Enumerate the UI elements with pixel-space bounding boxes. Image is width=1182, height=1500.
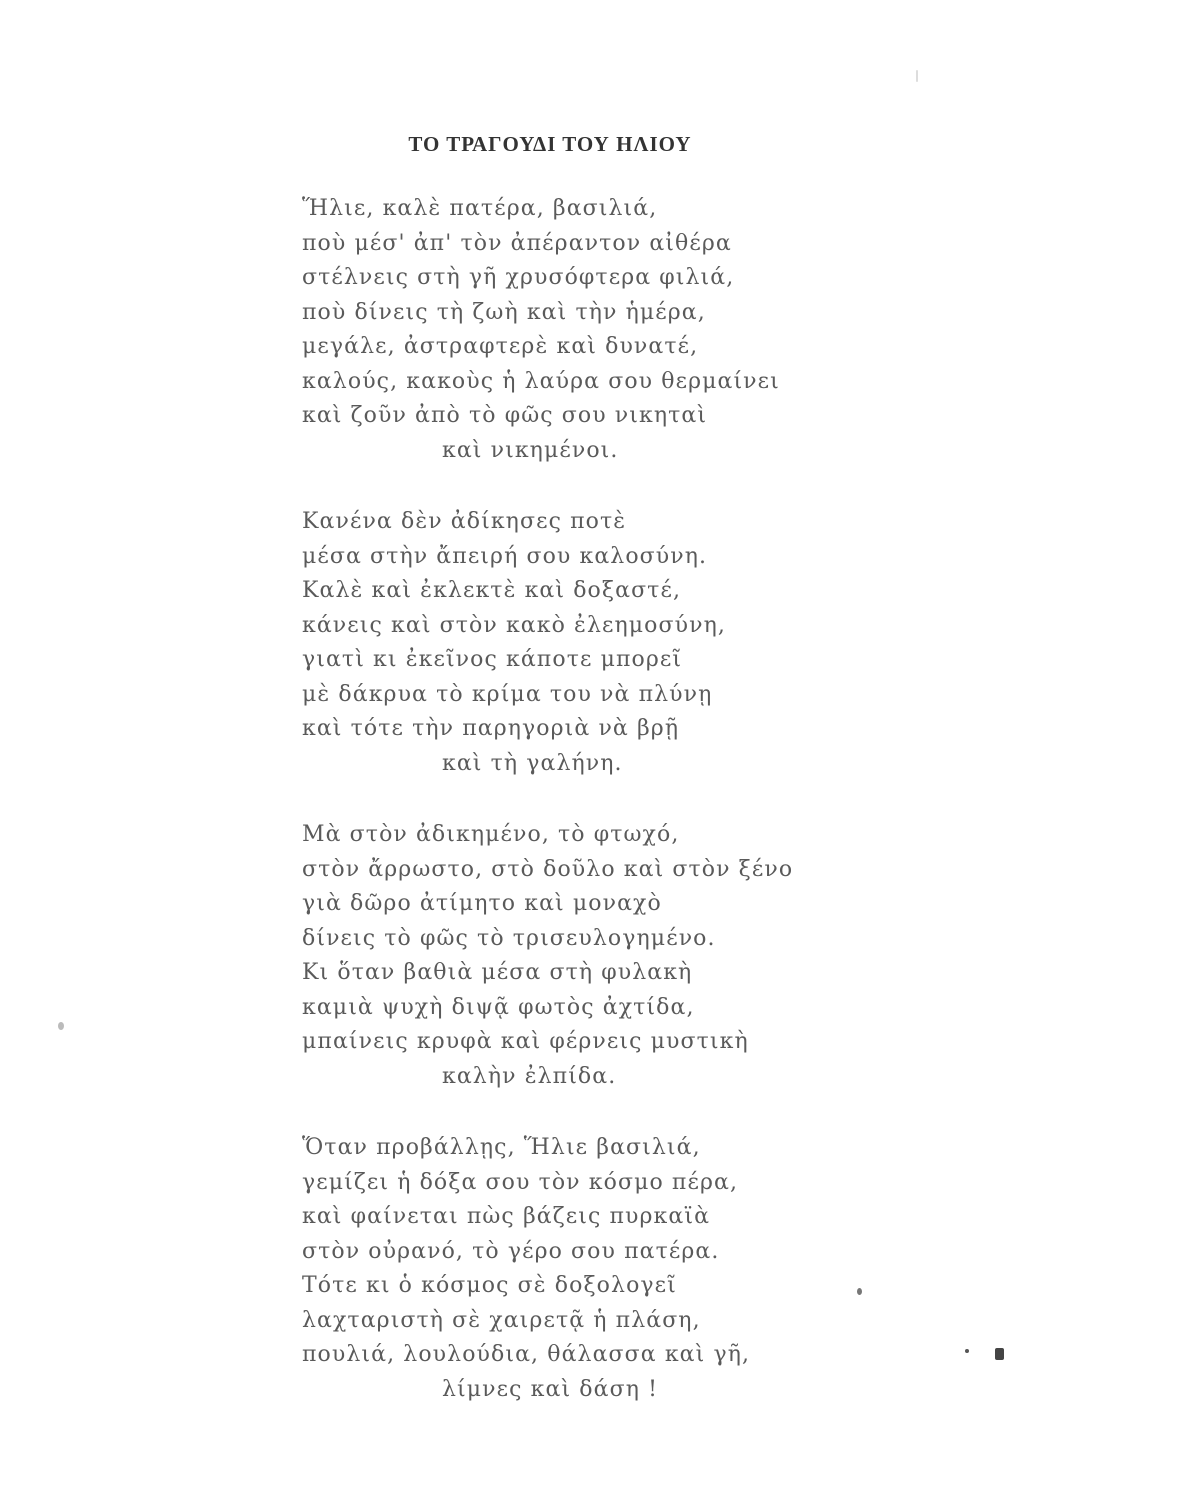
poem-line: καλούς, κακοὺς ἡ λαύρα σου θερμαίνει	[302, 368, 780, 394]
poem-line: Ἥλιε, καλὲ πατέρα, βασιλιά,	[302, 196, 658, 221]
poem-line: μεγάλε, ἀστραφτερὲ καὶ δυνατέ,	[302, 334, 699, 359]
poem-line: λαχταριστὴ σὲ χαιρετᾷ ἡ πλάση,	[302, 1307, 701, 1333]
poem-line: μέσα στὴν ἄπειρή σου καλοσύνη.	[302, 543, 708, 569]
poem-line-refrain: καὶ νικημένοι.	[442, 437, 619, 463]
poem-line: μπαίνεις κρυφὰ καὶ φέρνεις μυστικὴ	[302, 1029, 749, 1054]
poem-line: ποὺ δίνεις τὴ ζωὴ καὶ τὴν ἡμέρα,	[302, 299, 706, 325]
poem-line: στὸν οὐρανό, τὸ γέρο σου πατέρα.	[302, 1238, 720, 1264]
poem-line: Καλὲ καὶ ἐκλεκτὲ καὶ δοξαστέ,	[302, 578, 682, 603]
poem-line: Τότε κι ὁ κόσμος σὲ δοξολογεῖ	[302, 1273, 677, 1298]
poem-line-refrain: καὶ τὴ γαλήνη.	[442, 750, 623, 776]
scan-speck	[58, 1022, 64, 1030]
poem-line: γιατὶ κι ἐκεῖνος κάποτε μπορεῖ	[302, 647, 683, 672]
stanza-3	[302, 818, 862, 1094]
stanza-2	[302, 505, 862, 781]
poem-line: κάνεις καὶ στὸν κακὸ ἐλεημοσύνη,	[302, 612, 726, 638]
poem-line: Κανένα δὲν ἀδίκησες ποτὲ	[302, 509, 627, 534]
poem-line: καὶ φαίνεται πὼς βάζεις πυρκαϊὰ	[302, 1204, 711, 1229]
poem-body	[302, 192, 862, 1444]
poem-line-refrain: λίμνες καὶ δάση !	[442, 1376, 659, 1402]
poem-line: καὶ ζοῦν ἀπὸ τὸ φῶς σου νικηταὶ	[302, 403, 708, 428]
poem-line: πουλιά, λουλούδια, θάλασσα καὶ γῆ,	[302, 1342, 751, 1367]
poem-line: καὶ τότε τὴν παρηγοριὰ νὰ βρῇ	[302, 716, 680, 741]
poem-line: δίνεις τὸ φῶς τὸ τρισευλογημένο.	[302, 925, 716, 951]
poem-title: ΤΟ ΤΡΑΓΟΥΔΙ ΤΟΥ ΗΛΙΟΥ	[408, 132, 692, 156]
scan-speck	[995, 1348, 1004, 1360]
poem-line: ποὺ μέσ' ἀπ' τὸν ἀπέραντον αἰθέρα	[302, 230, 732, 256]
poem-line: Ὅταν προβάλλῃς, Ἥλιε βασιλιά,	[302, 1135, 701, 1160]
stanza-4	[302, 1131, 862, 1407]
scan-speck	[965, 1349, 969, 1353]
poem-line-refrain: καλὴν ἐλπίδα.	[442, 1063, 617, 1089]
poem-line: στέλνεις στὴ γῆ χρυσόφτερα φιλιά,	[302, 265, 735, 290]
stanza-1	[302, 192, 862, 468]
poem-line: Κι ὅταν βαθιὰ μέσα στὴ φυλακὴ	[302, 960, 693, 985]
poem-line: γεμίζει ἡ δόξα σου τὸν κόσμο πέρα,	[302, 1169, 739, 1195]
poem-line: μὲ δάκρυα τὸ κρίμα του νὰ πλύνῃ	[302, 681, 713, 707]
scan-speck	[916, 70, 918, 82]
poem-line: γιὰ δῶρο ἀτίμητο καὶ μοναχὸ	[302, 891, 662, 916]
scan-speck	[857, 1288, 862, 1295]
poem-line: Μὰ στὸν ἀδικημένο, τὸ φτωχό,	[302, 822, 680, 847]
poem-line: καμιὰ ψυχὴ διψᾷ φωτὸς ἀχτίδα,	[302, 994, 695, 1020]
poem-line: στὸν ἄρρωστο, στὸ δοῦλο καὶ στὸν ξένο	[302, 856, 794, 882]
